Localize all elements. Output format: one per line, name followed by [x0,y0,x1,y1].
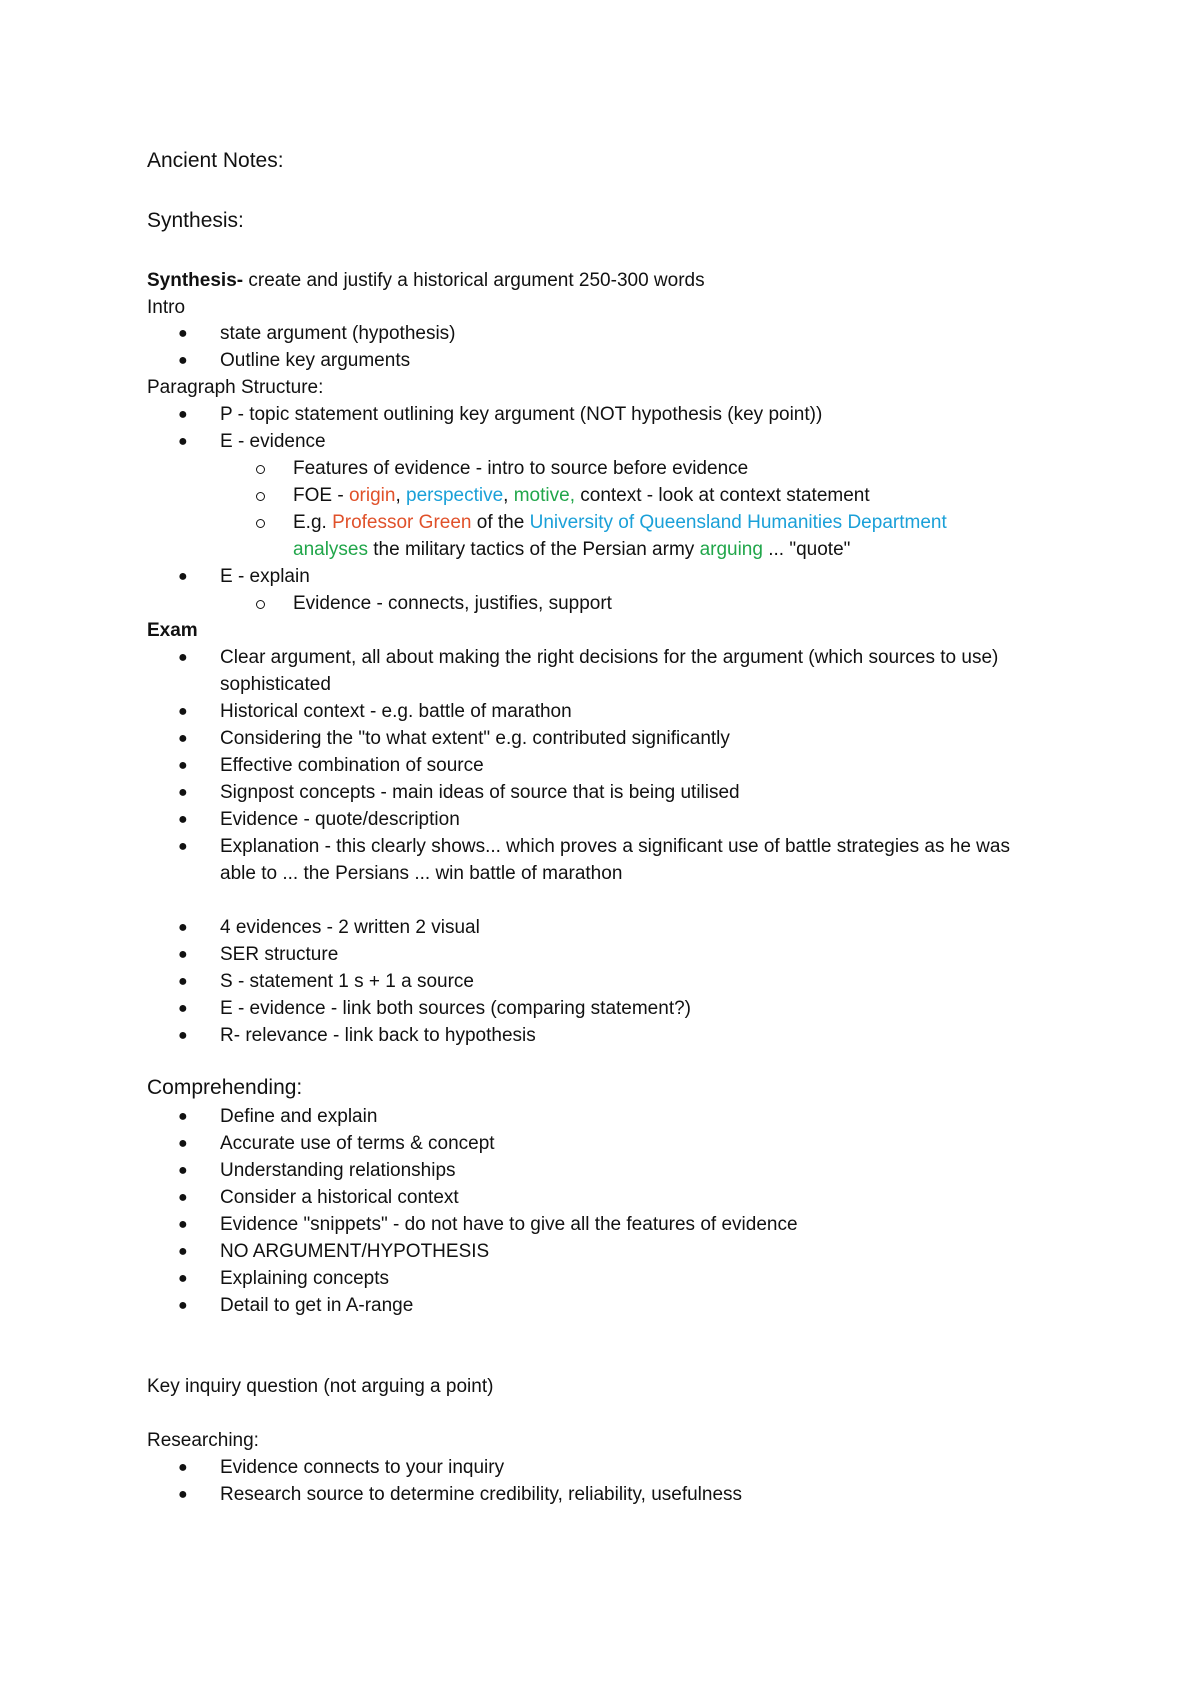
foe-prefix: FOE - [293,485,349,506]
list-item: Define and explain [220,1106,378,1127]
eg-mid: the military tactics of the Persian army [368,539,700,560]
eg-professor: Professor Green [332,512,472,533]
foe-item [293,483,870,509]
bullet-icon: ● [178,649,188,666]
bullet-icon: ● [178,973,188,990]
foe-comma: , [503,485,514,506]
example-item-line2 [293,537,850,563]
eg-end: ... "quote" [762,539,851,560]
list-item: Evidence "snippets" - do not have to give all the features of evidence [220,1214,798,1235]
list-item: Explaining concepts [220,1268,389,1289]
foe-origin: origin [348,485,396,506]
synthesis-text: create and justify a historical argument 250-300 words [243,270,705,291]
list-item: 4 evidences - 2 written 2 visual [220,917,480,938]
example-item-line1 [293,510,947,536]
bullet-icon: ● [178,838,188,855]
paragraph-label: Paragraph Structure: [147,377,324,398]
list-item: E - evidence [220,431,326,452]
bullet-icon: ● [178,406,188,423]
bullet-icon: ● [178,730,188,747]
synthesis-term: Synthesis- [147,270,244,291]
key-inquiry-text: Key inquiry question (not arguing a point) [147,1376,494,1397]
bullet-icon: ● [178,352,188,369]
bullet-icon: ● [178,1162,188,1179]
bullet-icon: ● [178,784,188,801]
eg-university: University of Queensland Humanities Department [529,512,947,533]
bullet-icon: ● [178,1189,188,1206]
eg-prefix: E.g. [293,512,333,533]
list-item: S - statement 1 s + 1 a source [220,971,474,992]
list-item: Historical context - e.g. battle of marathon [220,701,572,722]
intro-label: Intro [147,297,186,318]
bullet-icon: ● [178,946,188,963]
comprehending-heading: Comprehending: [147,1076,303,1099]
list-item: Clear argument, all about making the right decisions for the argument (which sources to use) [220,647,999,668]
page-title: Ancient Notes: [147,149,284,172]
bullet-icon: ● [178,811,188,828]
bullet-icon: ● [178,1243,188,1260]
list-item: Research source to determine credibility, reliability, usefulness [220,1484,743,1505]
list-item: Effective combination of source [220,755,484,776]
list-item: Detail to get in A-range [220,1295,414,1316]
list-item: SER structure [220,944,339,965]
circle-bullet-icon [256,456,265,482]
eg-arguing: arguing [699,539,763,560]
bullet-icon: ● [178,1135,188,1152]
synthesis-definition [147,268,705,294]
eg-analyses: analyses [293,539,368,560]
list-item: Considering the "to what extent" e.g. contributed significantly [220,728,730,749]
foe-perspective: perspective [406,485,504,506]
bullet-icon: ● [178,919,188,936]
synthesis-heading: Synthesis: [147,209,244,232]
foe-motive: motive, [513,485,575,506]
list-item: Signpost concepts - main ideas of source that is being utilised [220,782,740,803]
bullet-icon: ● [178,325,188,342]
list-item-continued: able to ... the Persians ... win battle of marathon [220,863,623,884]
bullet-icon: ● [178,568,188,585]
list-item: E - explain [220,566,310,587]
list-item: Understanding relationships [220,1160,456,1181]
sub-list-item: Features of evidence - intro to source before evidence [293,458,749,479]
list-item: Outline key arguments [220,350,411,371]
bullet-icon: ● [178,757,188,774]
bullet-icon: ● [178,1027,188,1044]
bullet-icon: ● [178,433,188,450]
list-item: R- relevance - link back to hypothesis [220,1025,536,1046]
circle-bullet-icon [256,483,265,509]
bullet-icon: ● [178,1486,188,1503]
eg-of-the: of the [471,512,530,533]
circle-bullet-icon [256,510,265,536]
bullet-icon: ● [178,1108,188,1125]
exam-label: Exam [147,620,198,641]
bullet-icon: ● [178,1000,188,1017]
sub-list-item: Evidence - connects, justifies, support [293,593,612,614]
list-item: Evidence connects to your inquiry [220,1457,505,1478]
circle-bullet-icon [256,591,265,617]
list-item: Consider a historical context [220,1187,459,1208]
foe-comma: , [395,485,406,506]
list-item: Evidence - quote/description [220,809,460,830]
bullet-icon: ● [178,1297,188,1314]
bullet-icon: ● [178,1270,188,1287]
list-item: E - evidence - link both sources (comparing statement?) [220,998,691,1019]
bullet-icon: ● [178,703,188,720]
list-item: P - topic statement outlining key argument (NOT hypothesis (key point)) [220,404,823,425]
foe-rest: context - look at context statement [574,485,870,506]
bullet-icon: ● [178,1459,188,1476]
list-item: NO ARGUMENT/HYPOTHESIS [220,1241,490,1262]
list-item: state argument (hypothesis) [220,323,456,344]
list-item: Accurate use of terms & concept [220,1133,495,1154]
list-item-continued: sophisticated [220,674,331,695]
bullet-icon: ● [178,1216,188,1233]
researching-heading: Researching: [147,1430,259,1451]
list-item: Explanation - this clearly shows... which proves a significant use of battle strategies as he was [220,836,1010,857]
